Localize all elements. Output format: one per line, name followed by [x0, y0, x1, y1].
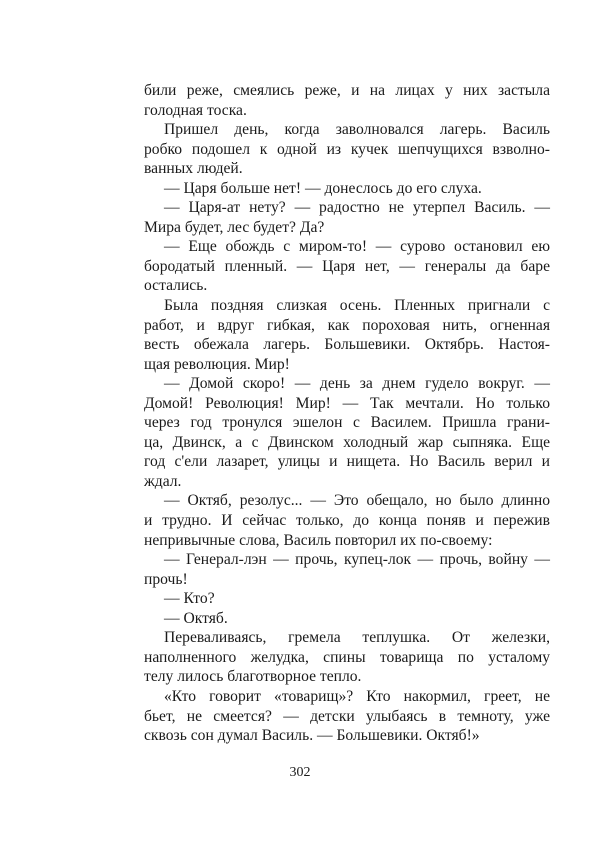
text-line: «Кто говорит «товарищ»? Кто накормил, греет, не [164, 687, 550, 705]
text-line: Была поздняя слизкая осень. Пленных пригнали с [164, 297, 550, 315]
text-line: Домой! Революция! Мир! — Так мечтали. Но только [144, 394, 550, 412]
body-text [144, 81, 550, 746]
text-line: Переваливаясь, гремела теплушка. От железки, [164, 629, 550, 647]
text-line: — Царя больше нет! — донеслось до его слуха. [164, 179, 482, 197]
text-line: — Октяб, резолус... — Это обещало, но было длинно [164, 492, 550, 510]
text-line: год с'ели лазарет, улицы и нищета. Но Василь верил и [144, 453, 550, 471]
text-line: робко подошел к одной из кучек шепчущихся взволно- [144, 140, 550, 158]
text-line: весть обежала лагерь. Большевики. Октябрь. Настоя- [144, 336, 550, 354]
text-line: прочь! [144, 570, 188, 588]
text-line: сквозь сон думал Василь. — Большевики. Октяб!» [144, 727, 480, 745]
text-line: — Генерал-лэн — прочь, купец-лок — прочь, войну — [164, 551, 550, 569]
text-line: голодная тоска. [144, 101, 247, 119]
page-number: 302 [289, 765, 311, 780]
text-line: — Кто? [164, 590, 215, 608]
text-line: щая революция. Мир! [144, 355, 290, 373]
text-line: бородатый пленный. — Царя нет, — генералы да баре [144, 257, 550, 275]
text-line: Мира будет, лес будет? Да? [144, 218, 325, 236]
text-line: ванных людей. [144, 160, 243, 178]
text-line: телу лилось благотворное тепло. [144, 668, 362, 686]
text-line: ца, Двинск, а с Двинском холодный жар сыпняка. Еще [144, 433, 550, 451]
text-line: непривычные слова, Василь повторил их по-своему: [144, 531, 493, 549]
text-line: работ, и вдруг гибкая, как пороховая нить, огненная [144, 316, 550, 334]
text-line: и трудно. И сейчас только, до конца поняв и пережив [144, 512, 550, 530]
text-line: бьет, не смеется? — детски улыбаясь в темноту, уже [144, 707, 550, 725]
text-line: били реже, смеялись реже, и на лицах у них застыла [144, 82, 550, 99]
text-line: — Еще обождь с миром-то! — сурово остановил ею [164, 238, 550, 256]
text-line: через год тронулся эшелон с Василем. Пришла грани- [144, 414, 550, 432]
text-line: ждал. [144, 472, 182, 490]
text-line: — Домой скоро! — день за днем гудело вокруг. — [164, 375, 550, 393]
text-line: — Октяб. [164, 609, 228, 627]
text-line: Пришел день, когда заволновался лагерь. Василь [164, 121, 550, 139]
text-line: наполненного желудка, спины товарища по усталому [144, 648, 550, 666]
text-line: — Царя-ат нету? — радостно не утерпел Василь. — [164, 199, 550, 217]
text-line: остались. [144, 277, 208, 295]
